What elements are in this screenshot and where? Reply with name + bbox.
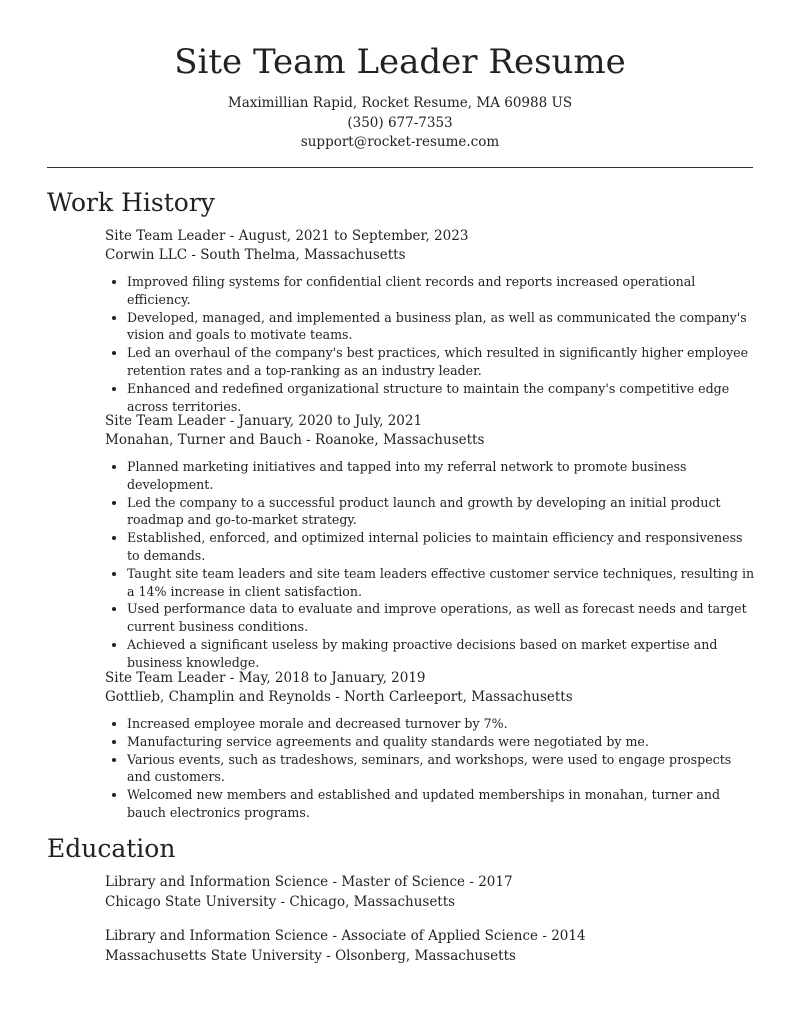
contact-address: Maximillian Rapid, Rocket Resume, MA 60988 US — [227, 95, 573, 111]
job-bullets — [105, 273, 757, 415]
education-degree: Associate of Applied Science — [341, 928, 539, 944]
list-item: • Used performance data to evaluate and improve operations, as well as forecast needs and target current business conditions. — [127, 600, 757, 636]
resume-title: Site Team Leader Resume — [174, 42, 626, 82]
education-degree-line: Library and Information Science - Master of Science - 2017 — [105, 874, 513, 890]
work-history-heading: Work History — [47, 188, 215, 217]
job-title-line: Site Team Leader - January, 2020 to July, 2021 — [105, 413, 423, 429]
job-location: North Carleeport, Massachusetts — [344, 689, 573, 705]
job-company: Monahan, Turner and Bauch — [105, 432, 302, 448]
list-item: • Welcomed new members and established and updated memberships in monahan, turner and bauch electronics programs. — [127, 786, 757, 822]
header-divider — [47, 167, 753, 168]
education-entry — [105, 927, 757, 966]
contact-block — [0, 94, 800, 153]
job-location: Roanoke, Massachusetts — [315, 432, 485, 448]
education-year: 2017 — [478, 874, 513, 890]
education-field: Library and Information Science — [105, 928, 329, 944]
job-location: South Thelma, Massachusetts — [200, 247, 406, 263]
job-bullets — [105, 715, 757, 822]
education-school: Chicago State University — [105, 893, 277, 910]
job-entry — [105, 412, 757, 672]
education-location: Chicago, Massachusetts — [289, 893, 456, 910]
job-bullets — [105, 458, 757, 672]
job-dates: May, 2018 to January, 2019 — [238, 670, 426, 686]
list-item: • Improved filing systems for confidential client records and reports increased operational efficiency. — [127, 273, 757, 309]
job-company: Gottlieb, Champlin and Reynolds — [105, 689, 331, 705]
job-title: Site Team Leader — [105, 413, 226, 429]
list-item: • Planned marketing initiatives and tapped into my referral network to promote business development. — [127, 458, 757, 494]
list-item: • Developed, managed, and implemented a business plan, as well as communicated the company's vision and goals to motivate teams. — [127, 309, 757, 345]
job-entry — [105, 669, 757, 822]
list-item: • Manufacturing service agreements and quality standards were negotiated by me. — [127, 733, 757, 751]
job-entry — [105, 227, 757, 415]
job-company-line: Corwin LLC - South Thelma, Massachusetts — [105, 247, 406, 263]
education-heading: Education — [47, 834, 176, 863]
education-field: Library and Information Science — [105, 874, 329, 890]
education-school-line: Massachusetts State University - Olsonberg, Massachusetts — [105, 947, 516, 964]
job-title: Site Team Leader — [105, 670, 226, 686]
contact-phone: (350) 677-7353 — [347, 114, 453, 131]
list-item: • Taught site team leaders and site team leaders effective customer service techniques, resulting in a 14% increase in client satisfaction. — [127, 565, 757, 601]
education-year: 2014 — [551, 928, 586, 944]
education-degree-line: Library and Information Science - Associate of Applied Science - 2014 — [105, 928, 586, 944]
education-entry — [105, 873, 757, 912]
list-item: • Enhanced and redefined organizational structure to maintain the company's competitive edge across territories. — [127, 380, 757, 416]
education-school-line: Chicago State University - Chicago, Massachusetts — [105, 893, 456, 910]
job-company-line: Gottlieb, Champlin and Reynolds - North Carleeport, Massachusetts — [105, 689, 573, 705]
job-title: Site Team Leader — [105, 228, 226, 244]
contact-email: support@rocket-resume.com — [300, 134, 500, 150]
list-item: • Led an overhaul of the company's best practices, which resulted in significantly higher employee retention rates and a top-ranking as an industry leader. — [127, 344, 757, 380]
education-location: Olsonberg, Massachusetts — [335, 947, 516, 964]
job-title-line: Site Team Leader - May, 2018 to January, 2019 — [105, 670, 426, 686]
list-item: • Led the company to a successful product launch and growth by developing an initial product roadmap and go-to-market strategy. — [127, 494, 757, 530]
job-company: Corwin LLC — [105, 247, 188, 263]
job-company-line: Monahan, Turner and Bauch - Roanoke, Massachusetts — [105, 432, 485, 448]
list-item: • Achieved a significant useless by making proactive decisions based on market expertise and business knowledge. — [127, 636, 757, 672]
job-title-line: Site Team Leader - August, 2021 to September, 2023 — [105, 228, 469, 244]
job-dates: January, 2020 to July, 2021 — [238, 413, 423, 429]
list-item: • Established, enforced, and optimized internal policies to maintain efficiency and responsiveness to demands. — [127, 529, 757, 565]
job-dates: August, 2021 to September, 2023 — [238, 228, 469, 244]
list-item: • Various events, such as tradeshows, seminars, and workshops, were used to engage prospects and customers. — [127, 751, 757, 787]
list-item: • Increased employee morale and decreased turnover by 7%. — [127, 715, 757, 733]
education-degree: Master of Science — [341, 874, 466, 890]
education-school: Massachusetts State University — [105, 947, 322, 964]
